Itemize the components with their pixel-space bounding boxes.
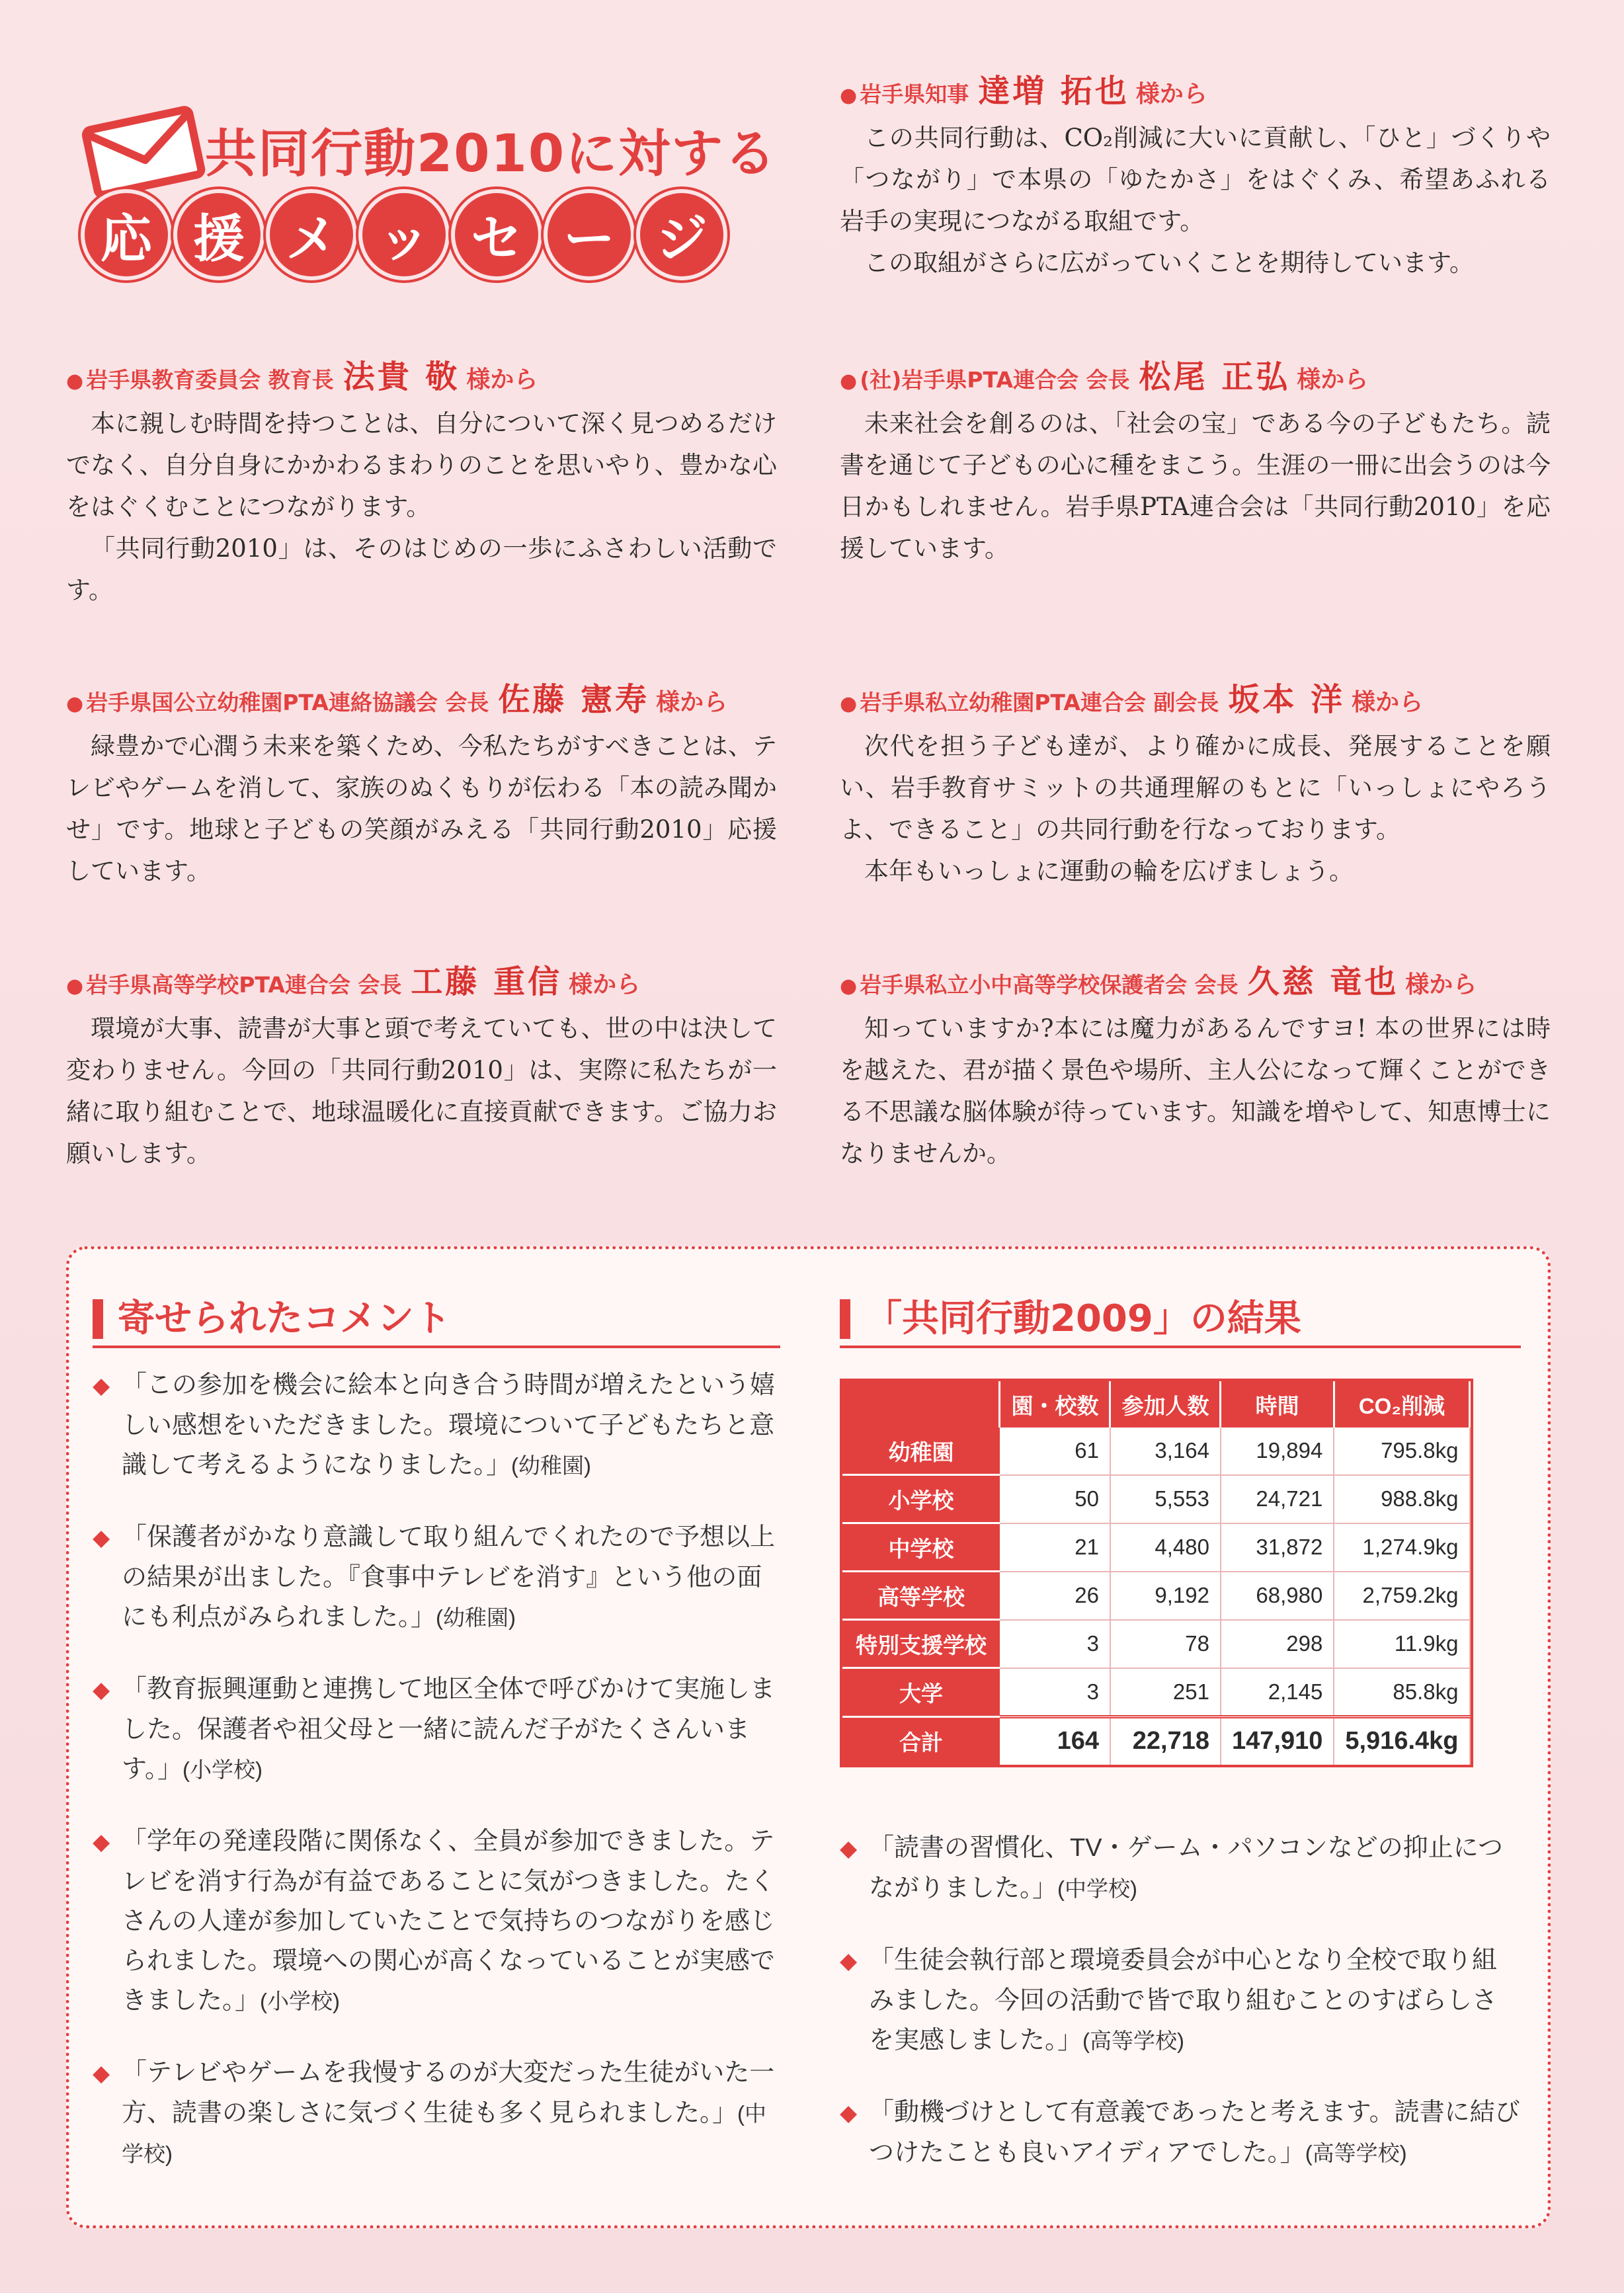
comment-source: (中学校) xyxy=(122,2101,767,2166)
table-cell: 11.9kg xyxy=(1334,1620,1469,1668)
total-cell: 22,718 xyxy=(1110,1716,1221,1765)
message-from: 様から xyxy=(1352,689,1424,716)
message-from: 様から xyxy=(1297,366,1369,393)
message-body xyxy=(840,117,1551,284)
support-message-private-kindergarten-pta xyxy=(840,680,1551,892)
diamond-icon: ◆ xyxy=(93,1525,110,1550)
message-person: 佐藤 憲寿 xyxy=(498,681,650,718)
message-heading: ● 岩手県教育委員会 教育長 法貴 敬 様から xyxy=(66,358,538,395)
support-message-high-school-pta xyxy=(66,962,777,1174)
message-paragraph: 環境が大事、読書が大事と頭で考えていても、世の中は決して変わりません。今回の「共同行動2010」は、実際に私たちが一緒に取り組むことで、地球温暖化に直接貢献できます。ご協力お願いします。 xyxy=(66,1014,777,1168)
support-message-heading xyxy=(85,193,723,276)
table-cell: 1,274.9kg xyxy=(1334,1523,1469,1572)
comment-source: (高等学校) xyxy=(1082,2028,1184,2053)
row-label: 大学 xyxy=(842,1668,1000,1717)
column-header: 園・校数 xyxy=(1000,1381,1110,1428)
message-org: 岩手県私立小中高等学校保護者会 会長 xyxy=(860,972,1238,998)
message-body xyxy=(840,1008,1551,1174)
comment-item xyxy=(93,1365,780,1486)
message-heading: ● (社)岩手県PTA連合会 会長 松尾 正弘 様から xyxy=(840,358,1369,395)
table-cell: 3 xyxy=(1000,1620,1110,1668)
results-section xyxy=(840,1299,1521,2173)
comment-text: 「生徒会執行部と環境委員会が中心となり全校で取り組みました。今回の活動で皆で取り組むことのすばらしさを実感しました。」 xyxy=(869,1946,1498,2054)
heading-badge: 応 xyxy=(85,193,168,276)
total-cell: 5,916.4kg xyxy=(1334,1716,1469,1765)
message-body xyxy=(840,725,1551,892)
message-org: 岩手県教育委員会 教育長 xyxy=(86,367,334,393)
message-paragraph: 緑豊かで心潤う未来を築くため、今私たちがすべきことは、テレビやゲームを消して、家族のぬくもりが伝わる「本の読み聞かせ」です。地球と子どもの笑顔がみえる「共同行動2010」応援しています。 xyxy=(66,732,777,885)
table-cell: 298 xyxy=(1221,1620,1334,1668)
table-cell: 19,894 xyxy=(1221,1428,1334,1475)
support-message-public-kindergarten-pta xyxy=(66,680,777,892)
message-paragraph: 本年もいっしょに運動の輪を広げましょう。 xyxy=(864,857,1354,885)
heading-badge: ッ xyxy=(362,193,446,276)
table-cell: 68,980 xyxy=(1221,1572,1334,1620)
table-cell: 24,721 xyxy=(1221,1475,1334,1523)
message-heading: ● 岩手県高等学校PTA連合会 会長 工藤 重信 様から xyxy=(66,963,641,1000)
table-cell: 3 xyxy=(1000,1668,1110,1717)
heading-badge: 援 xyxy=(177,193,261,276)
comment-item xyxy=(93,1517,780,1638)
comment-item xyxy=(93,1822,780,2021)
comment-item xyxy=(93,1669,780,1790)
diamond-icon: ◆ xyxy=(840,1835,858,1861)
comment-text: 「教育振興運動と連携して地区全体で呼びかけて実施しました。保護者や祖父母と一緒に読んだ子がたくさんいます。」 xyxy=(122,1675,776,1783)
table-row xyxy=(842,1572,1470,1620)
message-person: 達増 拓也 xyxy=(978,73,1129,110)
message-heading: ● 岩手県私立小中高等学校保護者会 会長 久慈 竜也 様から xyxy=(840,963,1477,1000)
support-message-pta-federation xyxy=(840,357,1551,569)
column-header: 時間 xyxy=(1221,1381,1334,1428)
row-label: 合計 xyxy=(842,1716,1000,1765)
table-corner xyxy=(842,1381,1000,1428)
comment-text: 「学年の発達段階に関係なく、全員が参加できました。テレビを消す行為が有益であることに気がつきました。たくさんの人達が参加していたことで気持ちのつながりを感じられました。環境への関心が高くなっていることが実感できました。」 xyxy=(122,1828,776,2015)
comment-text: 「保護者がかなり意識して取り組んでくれたので予想以上の結果が出ました。『食事中テレビを消す』という他の面にも利点がみられました。」 xyxy=(122,1523,776,1631)
message-person: 坂本 洋 xyxy=(1228,681,1346,718)
row-label: 幼稚園 xyxy=(842,1428,1000,1475)
message-paragraph: 「共同行動2010」は、そのはじめの一歩にふさわしい活動です。 xyxy=(66,534,777,604)
table-cell: 78 xyxy=(1110,1620,1221,1668)
comment-item xyxy=(840,1941,1521,2061)
comment-source: (小学校) xyxy=(260,1989,340,2013)
results-comments xyxy=(840,1828,1521,2173)
table-header-row xyxy=(842,1381,1470,1428)
message-heading: ● 岩手県知事 達増 拓也 様から xyxy=(840,73,1207,110)
message-body xyxy=(66,403,777,611)
message-org: (社)岩手県PTA連合会 会長 xyxy=(860,367,1130,393)
table-cell: 61 xyxy=(1000,1428,1110,1475)
message-org: 岩手県私立幼稚園PTA連合会 副会長 xyxy=(860,690,1219,715)
message-person: 松尾 正弘 xyxy=(1139,358,1291,395)
diamond-icon: ◆ xyxy=(840,2100,858,2126)
column-header: CO₂削減 xyxy=(1334,1381,1469,1428)
support-message-private-school-guardians xyxy=(840,962,1551,1174)
table-cell: 4,480 xyxy=(1110,1523,1221,1572)
table-cell: 988.8kg xyxy=(1334,1475,1469,1523)
message-org: 岩手県国公立幼稚園PTA連絡協議会 会長 xyxy=(86,690,489,715)
table-cell: 251 xyxy=(1110,1668,1221,1717)
page-title: 共同行動2010に対する xyxy=(205,124,778,184)
heading-badge: ー xyxy=(548,193,631,276)
total-row xyxy=(842,1716,1470,1765)
support-message-governor xyxy=(840,71,1551,284)
message-from: 様から xyxy=(656,689,728,716)
heading-badge: ジ xyxy=(640,193,723,276)
table-row xyxy=(842,1428,1470,1475)
comment-text: 「テレビやゲームを我慢するのが大変だった生徒がいた一方、読書の楽しさに気づく生徒も多く見られました。」 xyxy=(122,2059,775,2127)
heading-badge: セ xyxy=(455,193,538,276)
results-table xyxy=(842,1381,1471,1765)
message-paragraph: 次代を担う子ども達が、より確かに成長、発展することを願い、岩手教育サミットの共通理解のもとに「いっしょにやろうよ、できること」の共同行動を行なっております。 xyxy=(840,732,1551,844)
message-heading: ● 岩手県国公立幼稚園PTA連絡協議会 会長 佐藤 憲寿 様から xyxy=(66,681,728,718)
table-cell: 31,872 xyxy=(1221,1523,1334,1572)
comment-text: 「この参加を機会に絵本と向き合う時間が増えたという嬉しい感想をいただきました。環境について子どもたちと意識して考えるようになりました。」 xyxy=(122,1371,776,1479)
diamond-icon: ◆ xyxy=(93,2061,110,2086)
message-paragraph: この共同行動は、CO₂削減に大いに貢献し、「ひと」づくりや「つながり」で本県の「ゆたかさ」をはぐくみ、希望あふれる岩手の実現につながる取組です。 xyxy=(840,124,1551,235)
message-person: 法貴 敬 xyxy=(343,358,460,395)
title-rule xyxy=(840,1346,1521,1348)
message-person: 工藤 重信 xyxy=(411,963,563,1000)
comment-item xyxy=(93,2053,780,2174)
table-row xyxy=(842,1523,1470,1572)
diamond-icon: ◆ xyxy=(840,1948,858,1974)
comment-source: (中学校) xyxy=(1057,1876,1137,1901)
table-cell: 50 xyxy=(1000,1475,1110,1523)
table-cell: 3,164 xyxy=(1110,1428,1221,1475)
table-cell: 5,553 xyxy=(1110,1475,1221,1523)
comment-item xyxy=(840,1828,1521,1909)
message-body xyxy=(66,725,777,892)
row-label: 中学校 xyxy=(842,1523,1000,1572)
table-cell: 21 xyxy=(1000,1523,1110,1572)
results-table-frame xyxy=(840,1379,1473,1767)
table-cell: 2,759.2kg xyxy=(1334,1572,1469,1620)
row-label: 特別支援学校 xyxy=(842,1620,1000,1668)
comment-item xyxy=(840,2093,1521,2173)
diamond-icon: ◆ xyxy=(93,1373,110,1398)
table-cell: 85.8kg xyxy=(1334,1668,1469,1717)
results-title: 「共同行動2009」の結果 xyxy=(840,1299,1521,1339)
table-row xyxy=(842,1668,1470,1717)
comment-source: (幼稚園) xyxy=(436,1605,516,1630)
table-row xyxy=(842,1475,1470,1523)
table-cell: 2,145 xyxy=(1221,1668,1334,1717)
message-body xyxy=(66,1008,777,1174)
table-row xyxy=(842,1620,1470,1668)
message-paragraph: この取組がさらに広がっていくことを期待しています。 xyxy=(864,249,1475,277)
message-paragraph: 未来社会を創るのは、「社会の宝」である今の子どもたち。読書を通じて子どもの心に種をまこう。生涯の一冊に出会うのは今日かもしれません。岩手県PTA連合会は「共同行動2010」を応援しています。 xyxy=(840,409,1551,563)
column-header: 参加人数 xyxy=(1110,1381,1221,1428)
envelope-icon xyxy=(78,99,210,198)
row-label: 小学校 xyxy=(842,1475,1000,1523)
total-cell: 164 xyxy=(1000,1716,1110,1765)
message-body xyxy=(840,403,1551,569)
message-org: 岩手県知事 xyxy=(860,81,969,107)
message-from: 様から xyxy=(569,971,641,998)
title-rule xyxy=(93,1346,780,1348)
diamond-icon: ◆ xyxy=(93,1830,110,1855)
heading-badge: メ xyxy=(270,193,353,276)
comment-text: 「動機づけとして有意義であったと考えます。読書に結びつけたことも良いアイディアでした。」 xyxy=(869,2098,1520,2167)
table-cell: 795.8kg xyxy=(1334,1428,1469,1475)
table-cell: 9,192 xyxy=(1110,1572,1221,1620)
message-from: 様から xyxy=(466,366,538,393)
message-person: 久慈 竜也 xyxy=(1247,963,1399,1000)
message-from: 様から xyxy=(1405,971,1477,998)
row-label: 高等学校 xyxy=(842,1572,1000,1620)
comment-source: (幼稚園) xyxy=(511,1453,591,1478)
message-org: 岩手県高等学校PTA連合会 会長 xyxy=(86,972,402,998)
message-paragraph: 知っていますか?本には魔力があるんですヨ! 本の世界には時を越えた、君が描く景色や場所、主人公になって輝くことができる不思議な脳体験が待っています。知識を増やして、知恵博士になりませんか。 xyxy=(840,1014,1551,1168)
comments-section xyxy=(93,1299,780,2174)
table-cell: 26 xyxy=(1000,1572,1110,1620)
message-heading: ● 岩手県私立幼稚園PTA連合会 副会長 坂本 洋 様から xyxy=(840,681,1424,718)
support-message-education-superintendent xyxy=(66,357,777,611)
comments-title: 寄せられたコメント xyxy=(93,1299,780,1339)
comment-source: (小学校) xyxy=(182,1757,263,1782)
diamond-icon: ◆ xyxy=(93,1677,110,1703)
total-cell: 147,910 xyxy=(1221,1716,1334,1765)
message-from: 様から xyxy=(1135,81,1207,108)
message-paragraph: 本に親しむ時間を持つことは、自分について深く見つめるだけでなく、自分自身にかかわるまわりのことを思いやり、豊かな心をはぐくむことにつながります。 xyxy=(66,409,777,521)
comment-source: (高等学校) xyxy=(1305,2140,1407,2165)
comment-text: 「読書の習慣化、TV・ゲーム・パソコンなどの抑止につながりました。」 xyxy=(869,1833,1504,1902)
